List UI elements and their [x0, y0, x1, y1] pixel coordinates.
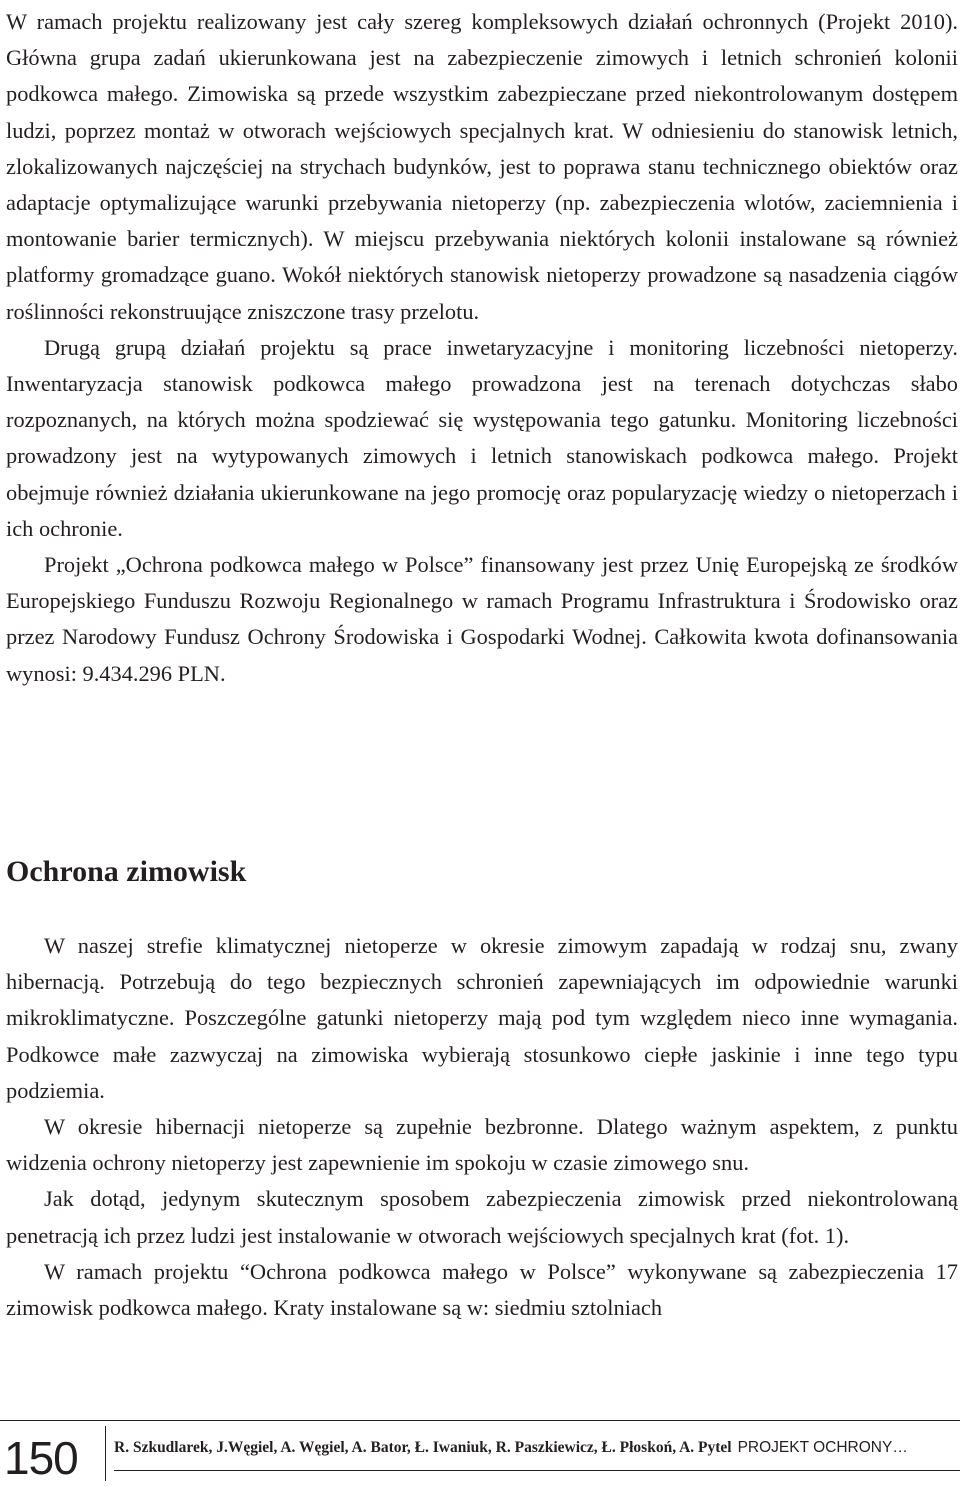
page-number: 150	[4, 1432, 78, 1484]
body-paragraph: Jak dotąd, jedynym skutecznym sposobem zabezpieczenia zimowisk przed niekontrolowaną penetracją ich przez ludzi jest instalowanie w otworach wejściowych specjalnych krat (fot. 1).	[6, 1186, 958, 1248]
body-paragraph: W okresie hibernacji nietoperze są zupełnie bezbronne. Dlatego ważnym aspektem, z punktu widzenia ochrony nietoperzy jest zapewnienie im spokoju w czasie zimowego snu.	[6, 1114, 958, 1176]
body-paragraph: W naszej strefie klimatycznej nietoperze w okresie zimowym zapadają w rodzaj snu, zwany hibernacją. Potrzebują do tego bezpiecznych schronień zapewniających im odpowiednie warunki mikroklimatyczne. Poszczególne gatunki nietoperzy mają pod tym względem nieco inne wymagania. Podkowce małe zazwyczaj na zimowiska wybierają stosunkowo ciepłe jaskinie i inne tego typu podziemia.	[6, 933, 958, 1103]
footer-running-head	[114, 1438, 908, 1458]
section-heading: Ochrona zimowisk	[6, 855, 247, 888]
footer-authors: R. Szkudlarek, J.Węgiel, A. Węgiel, A. Bator, Ł. Iwaniuk, R. Paszkiewicz, Ł. Płoskoń, A. Pytel	[114, 1439, 732, 1456]
document-page	[6, 4, 958, 692]
body-paragraph: W ramach projektu realizowany jest cały szereg kompleksowych działań ochronnych (Projekt 2010). Główna grupa zadań ukierunkowana jest na zabezpieczenie zimowych i letnich schronień kolonii podkowca małego. Zimowiska są przede wszystkim zabezpieczane przed niekontrolowanym dostępem ludzi, poprzez montaż w otworach wejściowych specjalnych krat. W odniesieniu do stanowisk letnich, zlokalizowanych najczęściej na strychach budynków, jest to poprawa stanu technicznego obiektów oraz adaptacje optymalizujące warunki przebywania nietoperzy (np. zabezpieczenia wlotów, zaciemnienia i montowanie barier termicznych). W miejscu przebywania niektórych kolonii instalowane są również platformy gromadzące guano. Wokół niektórych stanowisk nietoperzy prowadzone są nasadzenia ciągów roślinności rekonstruujące zniszczone trasy przelotu.	[6, 9, 958, 324]
section-body	[6, 928, 958, 1326]
footer-series-title: PROJEKT OCHRONY…	[737, 1439, 908, 1456]
body-paragraph: Drugą grupą działań projektu są prace inwetaryzacyjne i monitoring liczebności nietoperzy. Inwentaryzacja stanowisk podkowca małego prowadzona jest na terenach dotychczas słabo rozpoznanych, na których można spodziewać się występowania tego gatunku. Monitoring liczebności prowadzony jest na wytypowanych zimowych i letnich stanowiskach podkowca małego. Projekt obejmuje również działania ukierunkowane na jego promocję oraz popularyzację wiedzy o nietoperzach i ich ochronie.	[6, 334, 958, 541]
footer-divider	[105, 1426, 106, 1481]
footer-bottom-rule	[114, 1470, 960, 1471]
body-paragraph: Projekt „Ochrona podkowca małego w Polsce” finansowany jest przez Unię Europejską ze środków Europejskiego Funduszu Rozwoju Regionalnego w ramach Programu Infrastruktura i Środowisko oraz przez Narodowy Fundusz Ochrony Środowiska i Gospodarki Wodnej. Całkowita kwota dofinansowania wynosi: 9.434.296 PLN.	[6, 552, 958, 686]
footer-top-rule	[0, 1420, 960, 1421]
body-paragraph: W ramach projektu “Ochrona podkowca małego w Polsce” wykonywane są zabezpieczenia 17 zimowisk podkowca małego. Kraty instalowane są w: siedmiu sztolniach	[6, 1258, 958, 1321]
